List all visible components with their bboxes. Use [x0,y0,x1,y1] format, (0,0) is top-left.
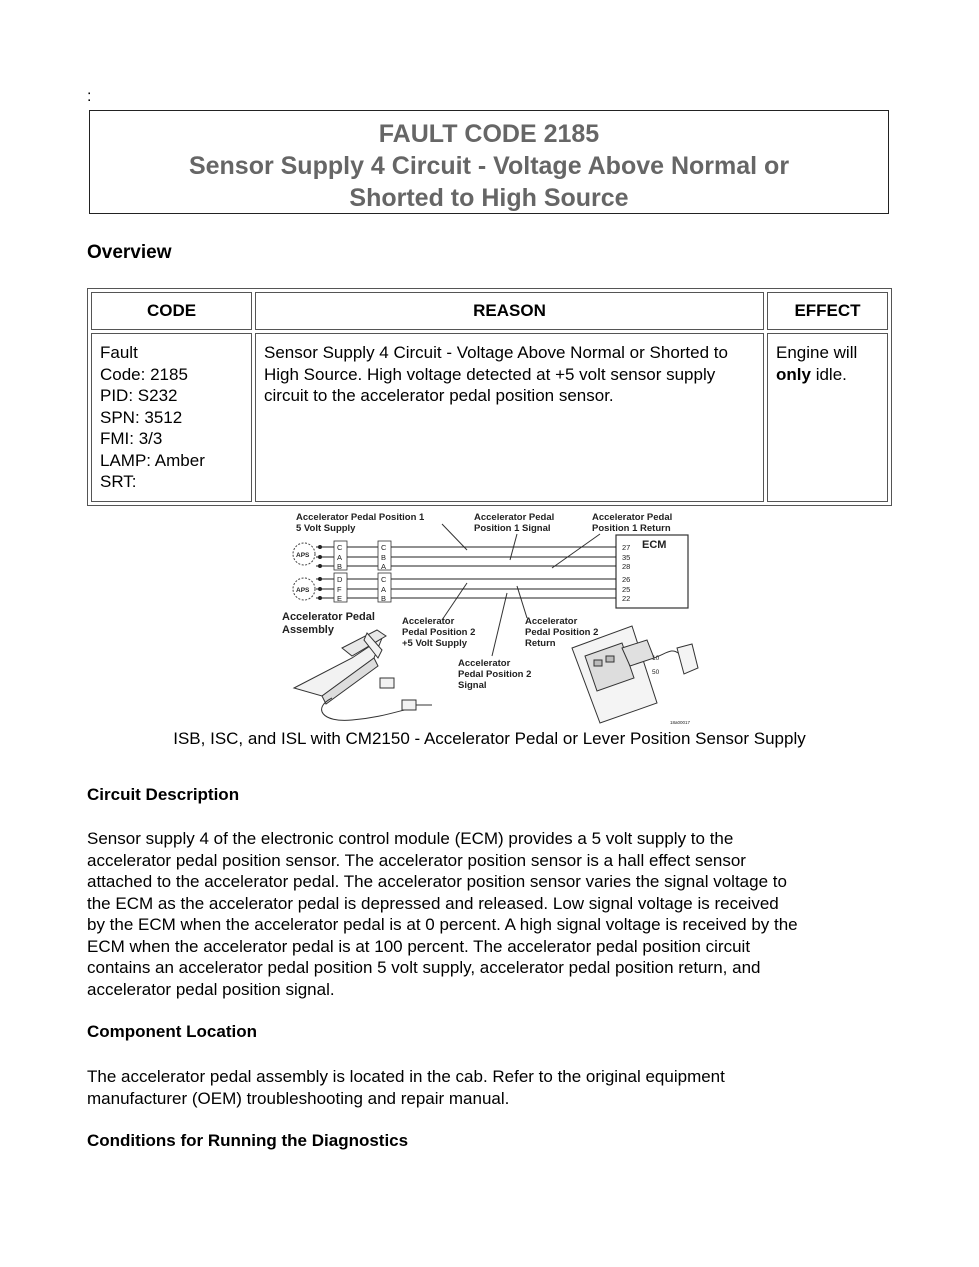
label-pedal-assembly-2: Assembly [282,624,334,636]
label-app2-return-3: Return [525,638,556,649]
effect-cell [767,333,888,502]
label-app2-signal-2: Pedal Position 2 [458,669,532,680]
ecm-pin-35: 35 [622,553,631,562]
table-header-row [91,292,888,330]
text-line: the ECM as the accelerator pedal is depressed and released. Low signal voltage is received [87,893,779,913]
effect-text: Engine will [776,343,858,362]
circuit-description-heading: Circuit Description [87,785,240,804]
text-line: ECM when the accelerator pedal is at 100 percent. The accelerator pedal position circuit [87,936,751,956]
component-location-heading: Component Location [87,1022,257,1041]
connector-10-label: 10 [652,655,660,662]
pin-a-mid2: A [381,585,387,594]
code-line: SPN: 3512 [100,407,183,427]
conditions-heading: Conditions for Running the Diagnostics [87,1131,409,1150]
pin-b-mid2: B [381,594,387,603]
ecm-pin-28: 28 [622,562,631,571]
header-effect: EFFECT [767,292,888,330]
code-line: Code: 2185 [100,364,188,384]
figure-caption: ISB, ISC, and ISL with CM2150 - Accelerator Pedal or Lever Position Sensor Supply [173,729,806,748]
wiring-diagram [282,508,702,726]
code-cell [91,333,252,502]
fault-code-table [87,288,892,506]
label-app1-return-1: Accelerator Pedal [592,512,673,523]
fault-code-subtitle-line1: Sensor Supply 4 Circuit - Voltage Above Normal or [188,152,790,180]
circuit-description-text [87,828,893,1000]
pin-c-mid: C [381,543,387,552]
label-app1-signal-2: Position 1 Signal [474,523,551,534]
ecm-module-drawing [572,626,698,723]
text-line: The accelerator pedal assembly is located in the cab. Refer to the original equipment [87,1067,725,1086]
label-app2-return-1: Accelerator [525,616,578,627]
pin-b: B [337,562,343,571]
label-app2-return-2: Pedal Position 2 [525,627,599,638]
page-colon: : [87,88,92,105]
text-line: attached to the accelerator pedal. The accelerator position sensor varies the signal voltage to [87,872,787,891]
text-line: accelerator pedal position sensor. The accelerator position sensor is a hall effect sensor [87,850,746,870]
ecm-pin-22: 22 [622,594,631,603]
label-pedal-assembly-1: Accelerator Pedal [282,611,375,623]
code-line: FMI: 3/3 [100,429,163,448]
connector-50-label: 50 [652,669,660,676]
aps1-label: APS [296,552,310,559]
fault-code-title-box [89,110,889,214]
label-app1-supply-2: 5 Volt Supply [296,523,356,534]
label-app1-signal-1: Accelerator Pedal [474,512,555,523]
pin-f: F [337,585,342,594]
pin-e: E [337,594,343,603]
label-app2-supply-3: +5 Volt Supply [402,638,468,649]
ecm-pin-25: 25 [622,585,631,594]
text-line: by the ECM when the accelerator pedal is at 0 percent. A high signal voltage is received by the [87,915,798,934]
label-app2-signal-1: Accelerator [458,658,511,669]
header-code: CODE [91,292,252,330]
label-app2-supply-1: Accelerator [402,616,455,627]
label-app2-signal-3: Signal [458,680,487,691]
text-line: Sensor supply 4 of the electronic control module (ECM) provides a 5 volt supply to the [87,829,734,848]
code-line: SRT: [100,472,137,491]
effect-text-end: idle. [815,364,847,384]
fault-code-title: FAULT CODE 2185 [378,120,600,148]
table-row [91,333,888,502]
code-line: PID: S232 [100,386,178,405]
fault-code-subtitle-line2: Shorted to High Source [349,184,629,212]
label-app1-supply-1: Accelerator Pedal Position 1 [296,512,425,523]
ecm-pin-26: 26 [622,575,631,584]
aps2-label: APS [296,587,310,594]
pin-d: D [337,575,343,584]
effect-emphasis: only [776,364,811,384]
ecm-pin-27: 27 [622,543,631,552]
overview-heading: Overview [87,242,172,263]
code-line: LAMP: Amber [100,450,205,470]
pin-a: A [337,553,343,562]
pin-c-mid2: C [381,575,387,584]
ecm-label: ECM [642,539,667,551]
reason-cell: Sensor Supply 4 Circuit - Voltage Above Normal or Shorted to High Source. High voltage detected at +5 volt sensor supply circuit to the accelerator pedal position sensor. [255,333,764,502]
pin-a-mid: A [381,562,387,571]
text-line: manufacturer (OEM) troubleshooting and repair manual. [87,1088,510,1108]
text-line: contains an accelerator pedal position 5 volt supply, accelerator pedal position return, and [87,958,761,977]
pin-b-mid: B [381,553,387,562]
component-location-text [87,1066,893,1109]
label-app2-supply-2: Pedal Position 2 [402,627,476,638]
text-line: accelerator pedal position signal. [87,979,335,999]
pin-c: C [337,543,343,552]
figure-id: 18a00017 [670,720,691,725]
code-line: Fault [100,343,138,362]
label-app1-return-2: Position 1 Return [592,523,671,534]
header-reason: REASON [255,292,764,330]
